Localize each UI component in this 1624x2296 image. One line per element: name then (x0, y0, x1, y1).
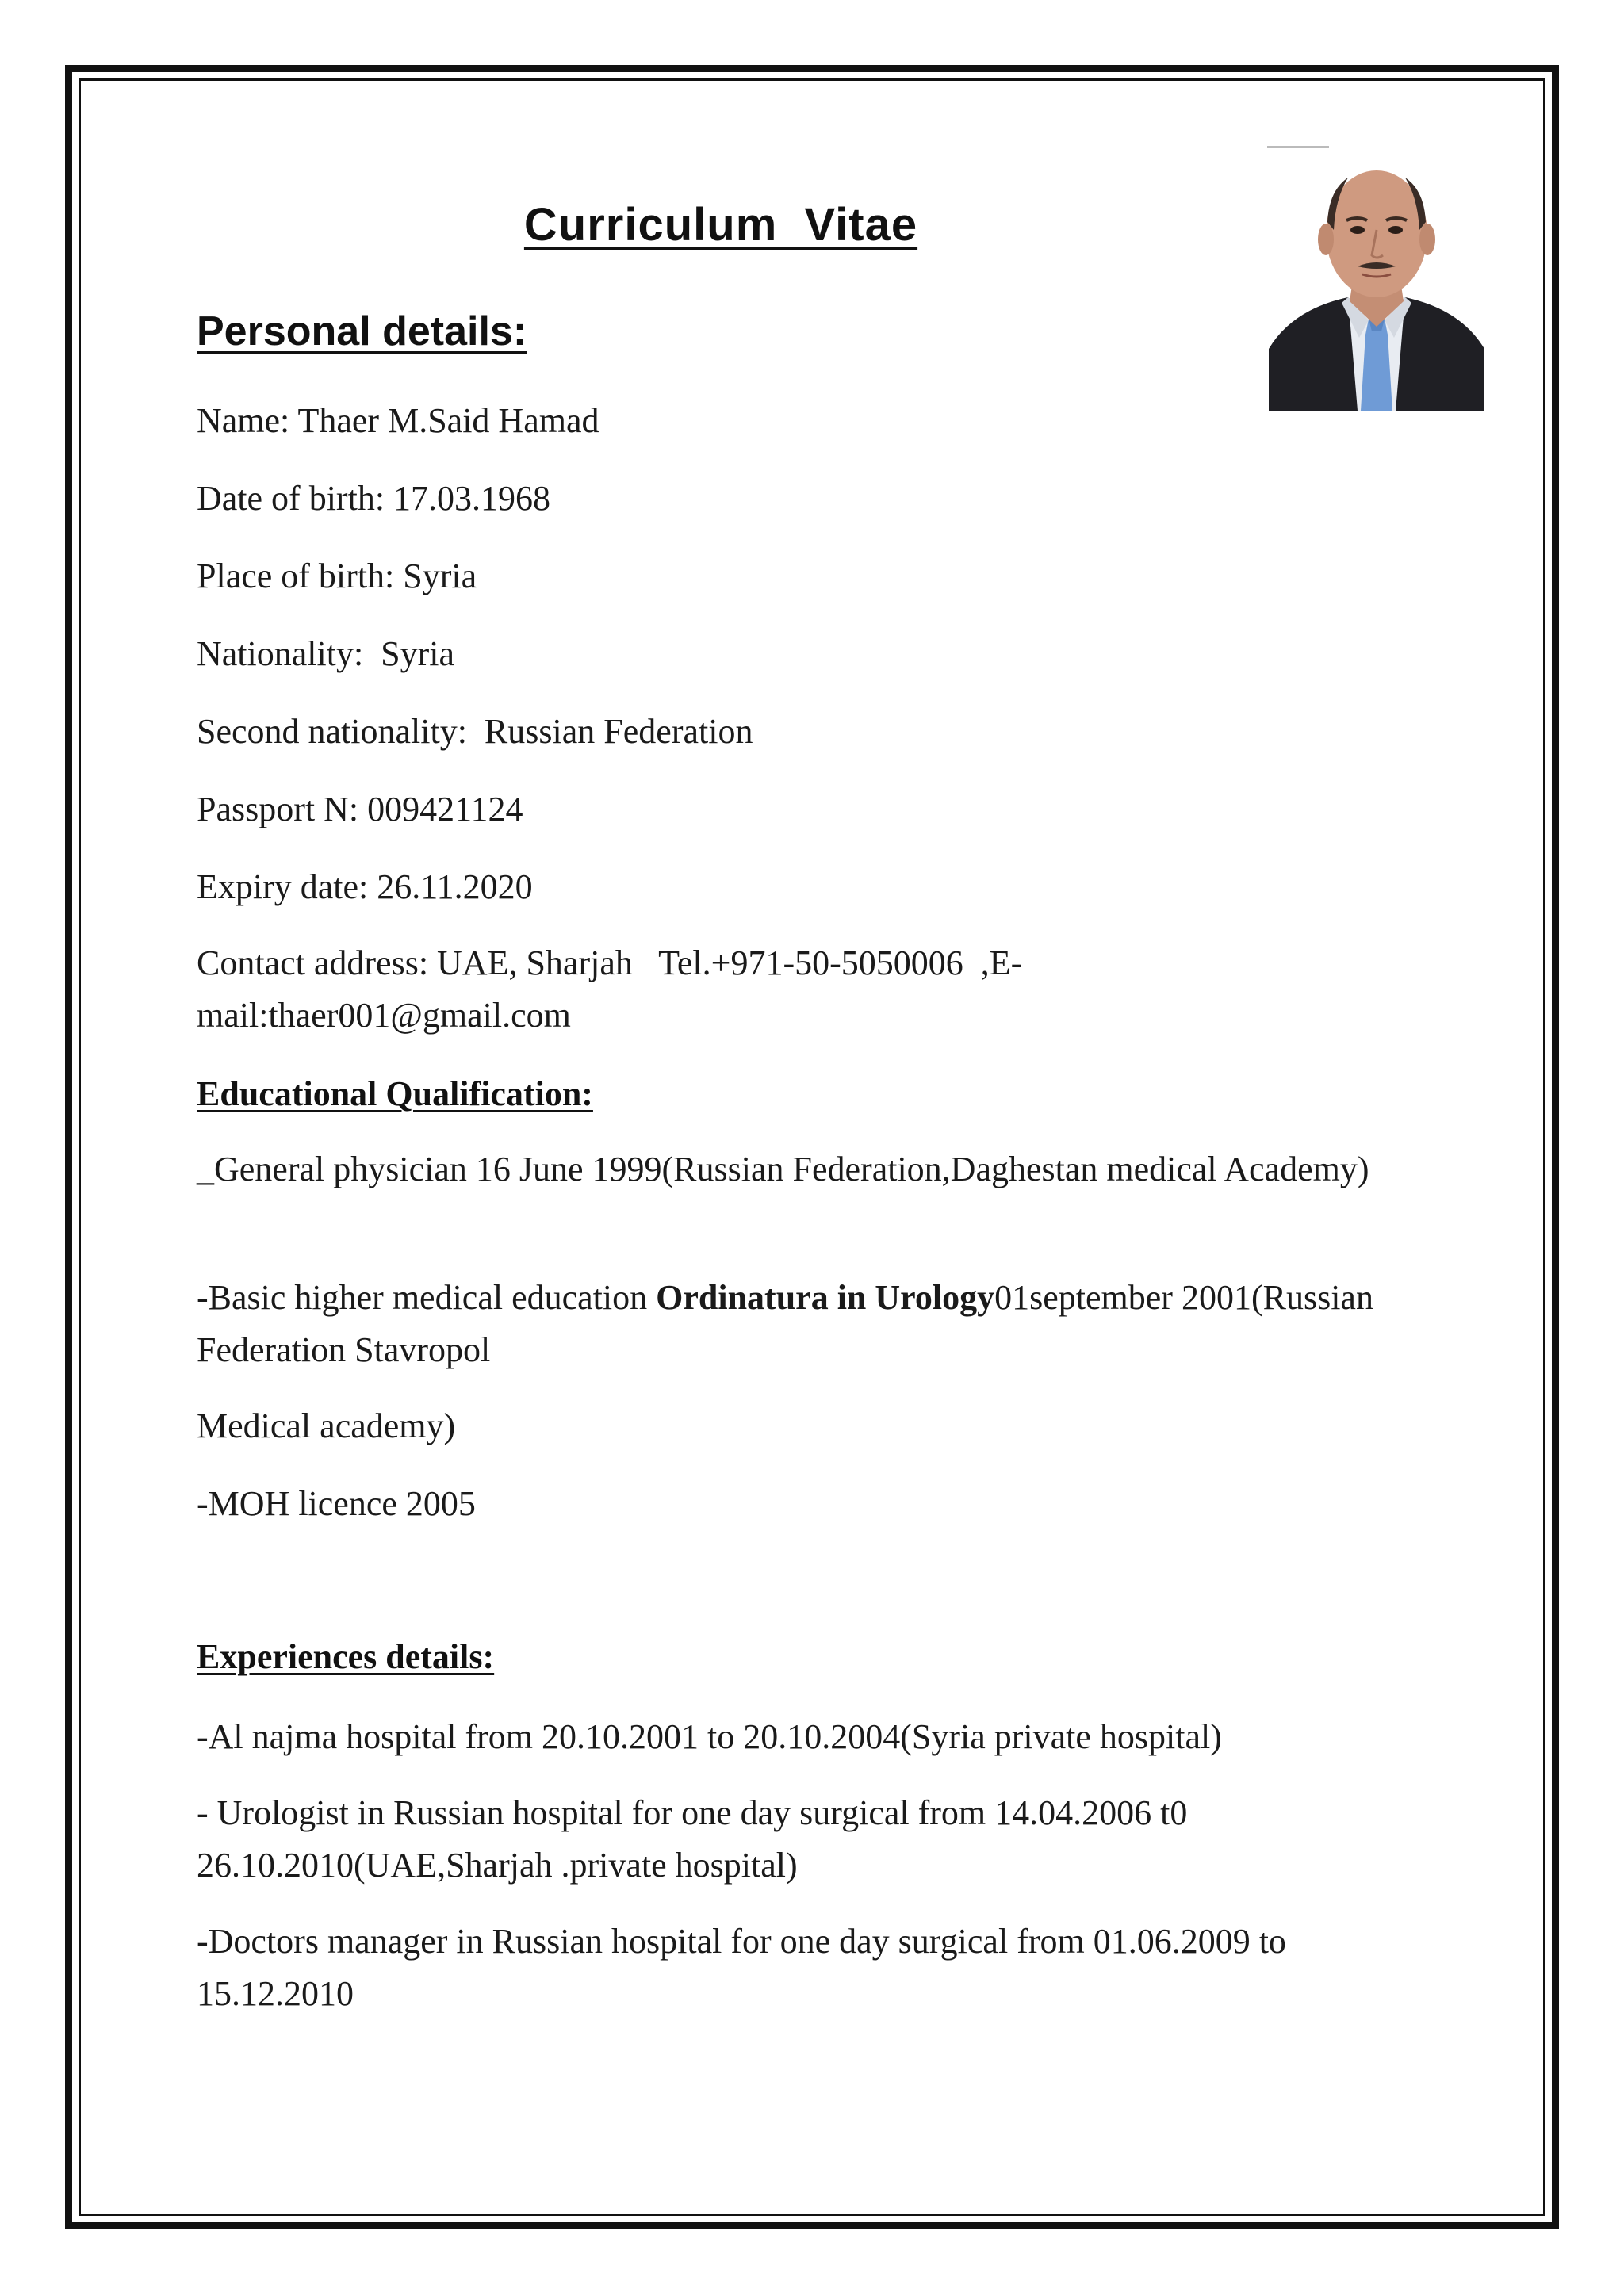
profile-photo-svg (1269, 151, 1484, 411)
personal-nationality: Nationality: Syria (197, 634, 455, 673)
experience-item-1: -Al najma hospital from 20.10.2001 to 20.10.2004(Syria private hospital) (197, 1717, 1222, 1756)
photo-edge-line (1267, 146, 1329, 148)
experience-item-2: - Urologist in Russian hospital for one day surgical from 14.04.2006 t0 26.10.2010(UAE,Sharjah .private hospital) (197, 1793, 1188, 1885)
personal-contact-line1: Contact address: UAE, Sharjah Tel.+971-50-5050006 ,E- (197, 943, 1023, 982)
personal-second-nationality: Second nationality: Russian Federation (197, 712, 753, 751)
document-title: Curriculum Vitae (523, 199, 918, 251)
education-item-3: Medical academy) (197, 1406, 456, 1445)
profile-photo (1269, 151, 1484, 411)
personal-expiry: Expiry date: 26.11.2020 (197, 867, 533, 906)
education-item-1: _General physician 16 June 1999(Russian Federation,Daghestan medical Academy) (197, 1150, 1369, 1188)
personal-details-heading: Personal details: (197, 308, 527, 354)
education-heading: Educational Qualification: (197, 1074, 593, 1113)
personal-name: Name: Thaer M.Said Hamad (197, 401, 599, 440)
personal-passport: Passport N: 009421124 (197, 790, 523, 828)
education-item-2-suffix: 01september 2001(Russian Federation Stavropol (197, 1278, 1373, 1369)
personal-contact-line2: mail:thaer001@gmail.com (197, 996, 571, 1035)
education-item-4: -MOH licence 2005 (197, 1484, 476, 1523)
education-item-2-prefix: -Basic higher medical education (197, 1278, 657, 1317)
education-item-2 (197, 1272, 1410, 1376)
education-item-2-bold: Ordinatura in Urology (656, 1278, 995, 1317)
personal-dob: Date of birth: 17.03.1968 (197, 479, 551, 518)
personal-pob: Place of birth: Syria (197, 557, 477, 595)
experience-heading: Experiences details: (197, 1637, 495, 1676)
experience-item-3: -Doctors manager in Russian hospital for one day surgical from 01.06.2009 to 15.12.2010 (197, 1922, 1286, 2013)
